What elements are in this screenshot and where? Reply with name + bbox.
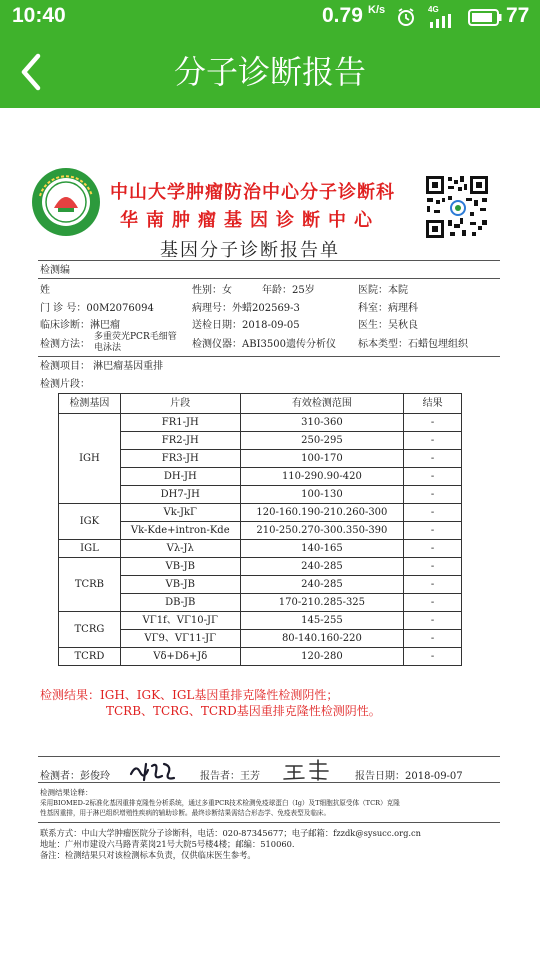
result-cell: - (404, 414, 462, 432)
fragment-cell: VΓ9、VΓ11-JΓ (120, 630, 240, 648)
test-item: 检测项目： 淋巴瘤基因重排 (40, 361, 164, 372)
alarm-icon (396, 7, 416, 27)
page-title: 分子诊断报告 (173, 53, 366, 91)
net-speed: 0.79 (322, 4, 363, 27)
fragment-cell: DH7-JH (120, 486, 240, 504)
divider (38, 822, 500, 823)
result-cell: - (404, 630, 462, 648)
report-date: 报告日期：2018-09-07 (355, 771, 463, 782)
fragment-cell: Vk-Kde+intron-Kde (120, 522, 240, 540)
gene-cell: TCRD (59, 648, 121, 666)
instrument: 检测仪器：ABI3500遗传分析仪 (192, 339, 336, 350)
patient-hospital: 医院：本院 (358, 285, 408, 296)
gene-cell: IGL (59, 540, 121, 558)
result-cell: - (404, 468, 462, 486)
reporter: 报告者：王芳 (200, 771, 260, 782)
range-cell: 145-255 (240, 612, 404, 630)
header-result: 结果 (404, 394, 462, 414)
gene-cell: TCRB (59, 558, 121, 612)
divider (38, 756, 500, 757)
table-row (59, 648, 462, 666)
result-cell: - (404, 540, 462, 558)
hospital-name: 中山大学肿瘤防治中心分子诊断科 (110, 182, 395, 203)
clinic-no: 门 诊 号：00M2076094 (40, 303, 154, 314)
result-cell: - (404, 612, 462, 630)
doctor: 医生：吴秋良 (358, 320, 418, 331)
range-cell: 120-280 (240, 648, 404, 666)
clock: 10:40 (12, 4, 66, 27)
fragment-cell: DB-JB (120, 594, 240, 612)
range-cell: 240-285 (240, 576, 404, 594)
tester-signature (128, 758, 176, 784)
result-cell: - (404, 522, 462, 540)
range-cell: 240-285 (240, 558, 404, 576)
report-document[interactable] (0, 108, 540, 960)
divider (38, 782, 500, 783)
gene-cell: TCRG (59, 612, 121, 648)
range-cell: 170-210.285-325 (240, 594, 404, 612)
gene-cell: IGK (59, 504, 121, 540)
tester: 检测者：彭俊玲 (40, 771, 110, 782)
notes-line-2: 性基因重排，用于淋巴组织增殖性疾病的辅助诊断。最终诊断结果需结合形态学、免疫表型及临床。 (40, 809, 331, 817)
clinical-diagnosis: 临床诊断：淋巴瘤 (40, 320, 120, 331)
fragment-cell: Vδ+Dδ+Jδ (120, 648, 240, 666)
battery-level: 77 (506, 4, 530, 27)
table-row (59, 540, 462, 558)
result-line-2: TCRB、TCRG、TCRD基因重排克隆性检测阴性。 (106, 704, 381, 718)
range-cell: 250-295 (240, 432, 404, 450)
table-row (59, 504, 462, 522)
test-no-label: 检测编 (40, 265, 70, 276)
result-cell: - (404, 432, 462, 450)
fragment-cell: DH-JH (120, 468, 240, 486)
patient-name-label: 姓 (40, 285, 50, 296)
network-type: 4G (428, 5, 439, 14)
header-range: 有效检测范围 (240, 394, 404, 414)
signal-icon (428, 6, 456, 28)
method-line-1: 多重荧光PCR毛细管 (94, 332, 177, 342)
fragment-cell: FR2-JH (120, 432, 240, 450)
result-cell: - (404, 558, 462, 576)
department: 科室：病理科 (358, 303, 418, 314)
status-bar (0, 0, 540, 36)
fragment-cell: VΓ1f、VΓ10-JΓ (120, 612, 240, 630)
address: 地址：广州市建设六马路青菜岗21号大院5号楼4楼；邮编：510060. (40, 839, 295, 849)
fragment-cell: Vλ-Jλ (120, 540, 240, 558)
gene-result-table (58, 393, 462, 666)
method-line-2: 电泳法 (94, 343, 122, 353)
result-line-1: 检测结果：IGH、IGK、IGL基因重排克隆性检测阴性； (40, 688, 339, 702)
center-name: 华南肿瘤基因诊断中心 (120, 210, 380, 231)
result-cell: - (404, 576, 462, 594)
gene-cell: IGH (59, 414, 121, 504)
fragment-cell: VB-JB (120, 558, 240, 576)
net-speed-unit: K/s (368, 4, 386, 16)
result-cell: - (404, 504, 462, 522)
divider (38, 356, 500, 357)
table-row (59, 414, 462, 432)
hospital-logo-icon (30, 166, 102, 238)
submit-date: 送检日期：2018-09-05 (192, 320, 300, 331)
qr-code-icon[interactable] (424, 174, 490, 240)
divider (38, 278, 500, 279)
range-cell: 110-290.90-420 (240, 468, 404, 486)
range-cell: 120-160.190-210.260-300 (240, 504, 404, 522)
notes-line-1: 采用BIOMED-2标准化基因重排克隆性分析系统，通过多重PCR技术检测免疫球蛋白（Ig）及T细胞抗原受体（TCR）克隆 (40, 799, 400, 807)
divider (38, 260, 500, 261)
patient-gender: 性别：女 (192, 285, 232, 296)
patient-age: 年龄：25岁 (262, 285, 315, 296)
table-row (59, 612, 462, 630)
reporter-signature (282, 758, 330, 784)
fragment-cell: Vk-JkΓ (120, 504, 240, 522)
header-fragment: 片段 (120, 394, 240, 414)
range-cell: 140-165 (240, 540, 404, 558)
result-cell: - (404, 486, 462, 504)
fragment-cell: VB-JB (120, 576, 240, 594)
fragment-cell: FR3-JH (120, 450, 240, 468)
notes-title: 检测结果诠释： (40, 788, 93, 797)
range-cell: 210-250.270-300.350-390 (240, 522, 404, 540)
report-title: 基因分子诊断报告单 (160, 240, 340, 261)
method-label: 检测方法： (40, 339, 90, 350)
range-cell: 100-130 (240, 486, 404, 504)
result-cell: - (404, 648, 462, 666)
range-cell: 310-360 (240, 414, 404, 432)
header-gene: 检测基因 (59, 394, 121, 414)
table-row (59, 558, 462, 576)
contact-info: 联系方式：中山大学肿瘤医院分子诊断科，电话：020-87345677；电子邮箱：fzzdk@sysucc.org.cn (40, 828, 422, 838)
app-bar (0, 36, 540, 108)
range-cell: 100-170 (240, 450, 404, 468)
result-cell: - (404, 594, 462, 612)
remark: 备注：检测结果只对该检测标本负责，仅供临床医生参考。 (40, 850, 256, 860)
range-cell: 80-140.160-220 (240, 630, 404, 648)
sample-type: 标本类型：石蜡包埋组织 (358, 339, 468, 350)
test-fragment-label: 检测片段： (40, 379, 90, 390)
battery-icon (468, 9, 502, 26)
pathology-no: 病理号：外蜡202569-3 (192, 303, 300, 314)
result-cell: - (404, 450, 462, 468)
fragment-cell: FR1-JH (120, 414, 240, 432)
table-header-row (59, 394, 462, 414)
